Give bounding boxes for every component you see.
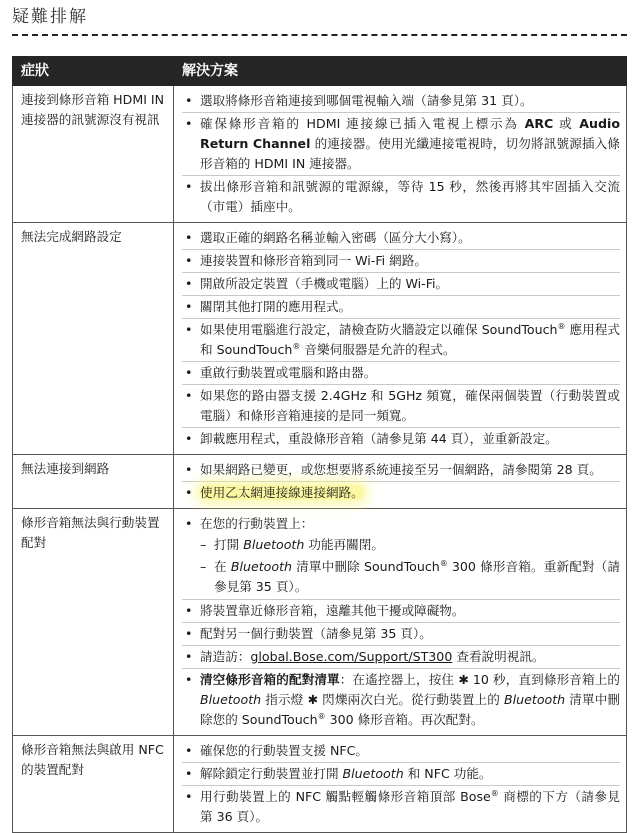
registered-mark: ®	[439, 558, 448, 568]
registered-mark: ®	[317, 711, 326, 721]
support-link[interactable]: global.Bose.com/Support/ST300	[250, 649, 453, 664]
solution-item: • 配對另一個行動裝置（請參見第 35 頁）。	[182, 623, 620, 646]
symptom-cell: 條形音箱無法與行動裝置配對	[13, 509, 174, 736]
solution-item: • 如果您的路由器支援 2.4GHz 和 5GHz 頻寬，確保兩個裝置（行動裝置或電腦）和條形音箱連接的是同一頻寬。	[182, 385, 620, 428]
sub-item: – 在 Bluetooth 清單中刪除 SoundTouch® 300 條形音箱。重新配對（請參見第 35 頁）。	[200, 556, 620, 598]
solution-item: • 選取正確的網路名稱並輸入密碼（區分大小寫）。	[182, 227, 620, 250]
solution-cell	[174, 509, 627, 736]
solution-item: • 連接裝置和條形音箱到同一 Wi-Fi 網路。	[182, 250, 620, 273]
dashed-divider	[12, 34, 627, 36]
solution-item: • 選取將條形音箱連接到哪個電視輸入端（請參見第 31 頁）。	[182, 90, 620, 113]
solution-list	[182, 90, 620, 218]
solution-item: • 解除鎖定行動裝置並打開 Bluetooth 和 NFC 功能。	[182, 763, 620, 786]
solution-item: • 用行動裝置上的 NFC 觸點輕觸條形音箱頂部 Bose® 商標的下方（請參見第 36 頁）。	[182, 786, 620, 828]
solution-item: • 在您的行動裝置上： – 打開 Bluetooth 功能再關閉。 – 在 Bluetooth 清單中刪除 SoundTouch® 300 條形音箱。重新配對（請參見第 35 頁）。	[182, 513, 620, 600]
solution-cell	[174, 736, 627, 833]
sub-list	[200, 534, 620, 598]
table-row	[13, 455, 627, 509]
symptom-cell: 無法完成網路設定	[13, 223, 174, 455]
table-header-row	[13, 57, 627, 86]
solution-cell	[174, 223, 627, 455]
solution-list	[182, 513, 620, 731]
header-solution: 解決方案	[174, 57, 627, 86]
solution-item-highlighted	[182, 482, 620, 504]
solution-list	[182, 459, 620, 504]
solution-item: • 將裝置靠近條形音箱，遠離其他干擾或障礙物。	[182, 600, 620, 623]
highlight-mark: 使用乙太網連接線連接網路。	[200, 485, 364, 500]
header-symptom: 症狀	[13, 57, 174, 86]
solution-item: • 清空條形音箱的配對清單：在遙控器上，按住 ✱ 10 秒，直到條形音箱上的 Bluetooth 指示燈 ✱ 閃爍兩次白光。從行動裝置上的 Bluetooth 清單中刪除您的 SoundTouch® 300 條形音箱。再次配對。	[182, 669, 620, 731]
solution-item: • 請造訪：global.Bose.com/Support/ST300 查看說明視訊。	[182, 646, 620, 669]
solution-item: • 關閉其他打開的應用程式。	[182, 296, 620, 319]
symptom-cell: 無法連接到網路	[13, 455, 174, 509]
solution-item: • 確保您的行動裝置支援 NFC。	[182, 740, 620, 763]
solution-cell	[174, 455, 627, 509]
table-row	[13, 223, 627, 455]
solution-item: • 如果網路已變更，或您想要將系統連接至另一個網路，請參閱第 28 頁。	[182, 459, 620, 482]
table-row	[13, 86, 627, 223]
solution-list	[182, 227, 620, 450]
table-row	[13, 736, 627, 833]
solution-item: • 卸載應用程式，重設條形音箱（請參見第 44 頁），並重新設定。	[182, 428, 620, 450]
solution-cell	[174, 86, 627, 223]
registered-mark: ®	[557, 321, 566, 331]
solution-item: • 如果使用電腦進行設定，請檢查防火牆設定以確保 SoundTouch® 應用程式和 SoundTouch® 音樂伺服器是允許的程式。	[182, 319, 620, 362]
solution-item: • 確保條形音箱的 HDMI 連接線已插入電視上標示為 ARC 或 Audio Return Channel 的連接器。使用光纖連接電視時，切勿將訊號源插入條形音箱的 HDMI IN 連接器。	[182, 113, 620, 176]
symptom-cell: 條形音箱無法與啟用 NFC 的裝置配對	[13, 736, 174, 833]
sub-item: – 打開 Bluetooth 功能再關閉。	[200, 534, 620, 556]
page-title: 疑難排解	[12, 7, 88, 27]
registered-mark: ®	[292, 341, 301, 351]
troubleshooting-table	[12, 56, 627, 833]
solution-item: • 拔出條形音箱和訊號源的電源線，等待 15 秒，然後再將其牢固插入交流（市電）插座中。	[182, 176, 620, 218]
solution-item: • 開啟所設定裝置（手機或電腦）上的 Wi-Fi。	[182, 273, 620, 296]
table-row	[13, 509, 627, 736]
registered-mark: ®	[490, 788, 499, 798]
solution-item: • 重啟行動裝置或電腦和路由器。	[182, 362, 620, 385]
page-header	[12, 0, 627, 36]
symptom-cell: 連接到條形音箱 HDMI IN 連接器的訊號源沒有視訊	[13, 86, 174, 223]
solution-list	[182, 740, 620, 828]
